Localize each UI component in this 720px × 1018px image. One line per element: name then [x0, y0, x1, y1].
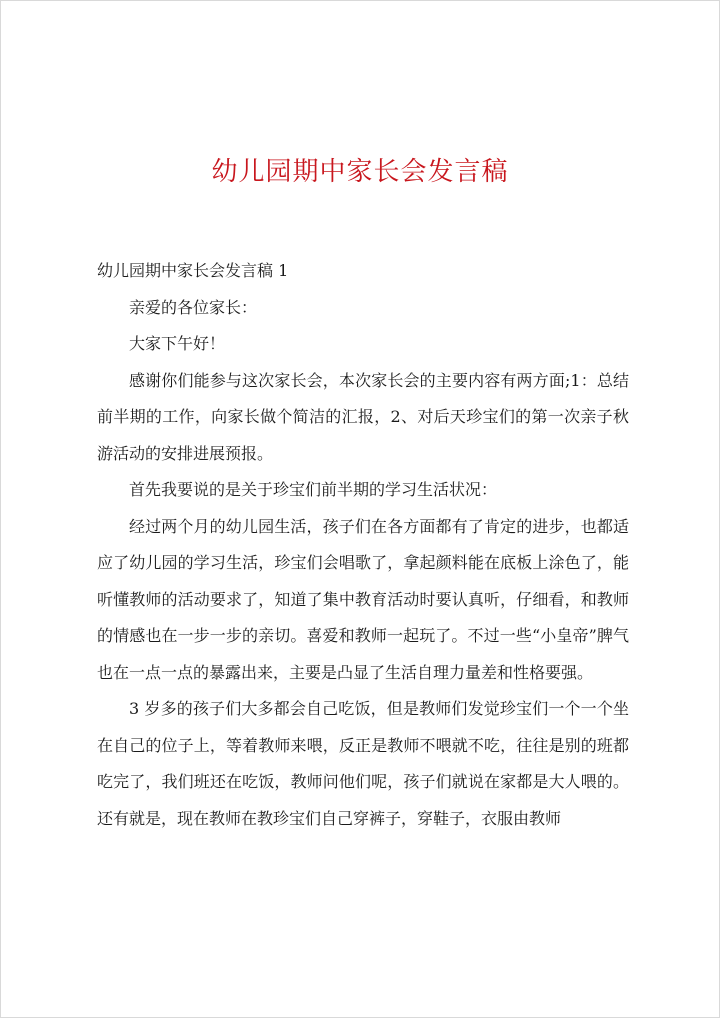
- paragraph: 亲爱的各位家长：: [129, 297, 258, 317]
- paragraph: 感谢你们能参与这次家长会，本次家长会的主要内容有两方面;1：总结前半期的工作，向家长做个简洁的汇报，2、对后天珍宝们的第一次亲子秋游活动的安排进展预报。: [97, 370, 629, 463]
- paragraph: 3 岁多的孩子们大多都会自己吃饭，但是教师们发觉珍宝们一个一个坐在自己的位子上，等着教师来喂，反正是教师不喂就不吃，往往是别的班都吃完了，我们班还在吃饭，教师问他们呢，孩子们就说在家都是大人喂的。还有就是，现在教师在教珍宝们自己穿裤子，穿鞋子，衣服由教师: [97, 699, 629, 828]
- section-heading: 幼儿园期中家长会发言稿 1: [97, 261, 289, 280]
- paragraph: 经过两个月的幼儿园生活，孩子们在各方面都有了肯定的进步，也都适应了幼儿园的学习生活，珍宝们会唱歌了，拿起颜料能在底板上涂色了，能听懂教师的活动要求了，知道了集中教育活动时要认真听，仔细看，和教师的情感也在一步一步的亲切。喜爱和教师一起玩了。不过一些“小皇帝”脾气也在一点一点的暴露出来，主要是凸显了生活自理力量差和性格要强。: [97, 516, 629, 682]
- paragraph: 大家下午好！: [129, 334, 226, 353]
- document-title: 幼儿园期中家长会发言稿: [211, 157, 509, 187]
- document-body: [97, 253, 629, 837]
- paragraph: 首先我要说的是关于珍宝们前半期的学习生活状况：: [129, 480, 498, 499]
